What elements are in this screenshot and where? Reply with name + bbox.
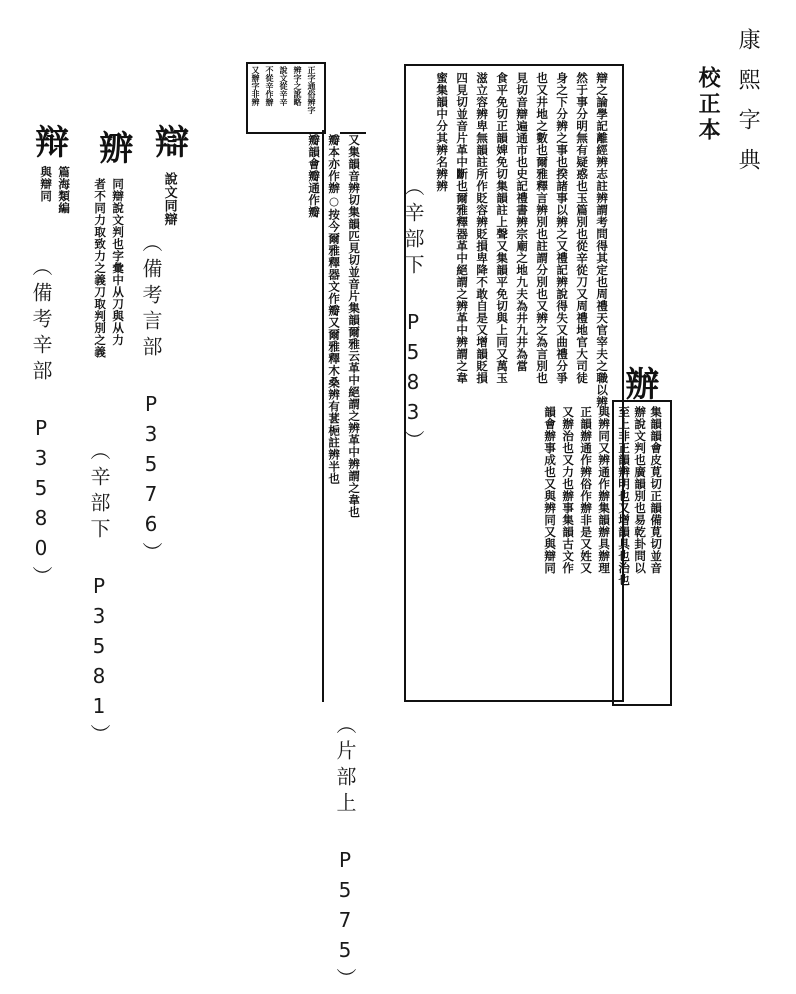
text-column: 瓣韻會瓣通作瓣 — [307, 134, 322, 218]
text-column: 又辦治也又力也辦事集韻古文作 — [561, 406, 576, 574]
text-column: 者不同力取致力之義刀取判別之義 — [93, 178, 108, 358]
column-rule — [322, 130, 324, 702]
text-column: 說文同辯 — [161, 172, 177, 226]
handwritten-reference: （片部上 P575） — [333, 714, 357, 994]
headword: 辦 — [618, 366, 659, 400]
handwritten-reference: （備考辛部 P3580） — [29, 256, 53, 592]
book-title: 康熙字典 — [735, 28, 761, 188]
text-column: 韻會辦事成也又與辨同又與辯同 — [543, 406, 558, 574]
text-column: 辦說文判也廣韻別也易乾卦問以 — [633, 406, 648, 574]
text-column: 辯之論學記離經辨志註辨謂考問得其定也周禮天官宰夫之職以辨 — [595, 72, 610, 408]
handwritten-reference: （辛部下 P583） — [401, 176, 425, 456]
text-column: 瓣本亦作辦○按今爾雅釋器文作瓣又爾雅釋木桑辨有葚梔註辨半也 — [327, 134, 342, 485]
headword: 辯 — [148, 124, 189, 158]
text-column: 食平免切正韻婢免切集韻註上聲又集韻平免切與上同又萬玉 — [495, 72, 510, 384]
headword: 辧 — [92, 130, 133, 164]
handwritten-reference: （備考言部 P3576） — [139, 232, 163, 568]
text-column: 與辨同又辨通作辦集韻辦具辦理 — [597, 406, 612, 574]
small-print-column: 又辦字非辨 — [251, 66, 261, 106]
text-column: 集韻韻會皮莧切正韻備莧切並音 — [649, 406, 664, 574]
text-column: 正韻辦通作辨俗作辦非是又姓又 — [579, 406, 594, 574]
text-column: 然于事分明無有疑惑也玉篇別也從辛從刀又周禮地官大司徒 — [575, 72, 590, 384]
text-column: 篇海類編 — [57, 166, 72, 214]
text-column: 至上非正韻辨明也又增韻具也治也 — [617, 406, 632, 586]
text-column: 同辯說文判也字彙中从刀與从力 — [111, 178, 126, 346]
headword: 辩 — [28, 124, 69, 158]
handwritten-reference: （辛部下 P3581） — [87, 440, 111, 750]
text-column: 見切音辯遍通市也史記禮書辨宗廟之地九夫為井九井為當 — [515, 72, 530, 372]
small-print-column: 不從辛作辦 — [265, 66, 275, 106]
book-subtitle: 校正本 — [695, 66, 722, 144]
text-column: 又集韻音辨切集韻匹見切並音片集韻爾雅云革中絕謂之辨革中辨謂之韋也 — [347, 134, 362, 518]
small-print-column: 說文從辛辛 — [279, 66, 289, 106]
text-column: 蜜集韻中分其辨名辨辨 — [435, 72, 450, 192]
small-print-column: 正字通俗辨字 — [307, 66, 317, 114]
text-column: 與辯同 — [39, 166, 54, 202]
text-column: 也又井地之數也爾雅釋言辨別也註謂分別也又辨之為言別也 — [535, 72, 550, 384]
small-print-column: 辨字之訛略 — [293, 66, 303, 106]
text-column: 四見切並音片革中斷也爾雅釋器革中絕謂之辨革中辨謂之韋 — [455, 72, 470, 384]
text-column: 身之下分辨之事也揆諸事以辨之又禮記辨說得失又曲禮分爭 — [555, 72, 570, 384]
text-column: 滋立容辨卑無韻註所作貶容辨貶損卑降不敢自是又增韻貶損 — [475, 72, 490, 384]
